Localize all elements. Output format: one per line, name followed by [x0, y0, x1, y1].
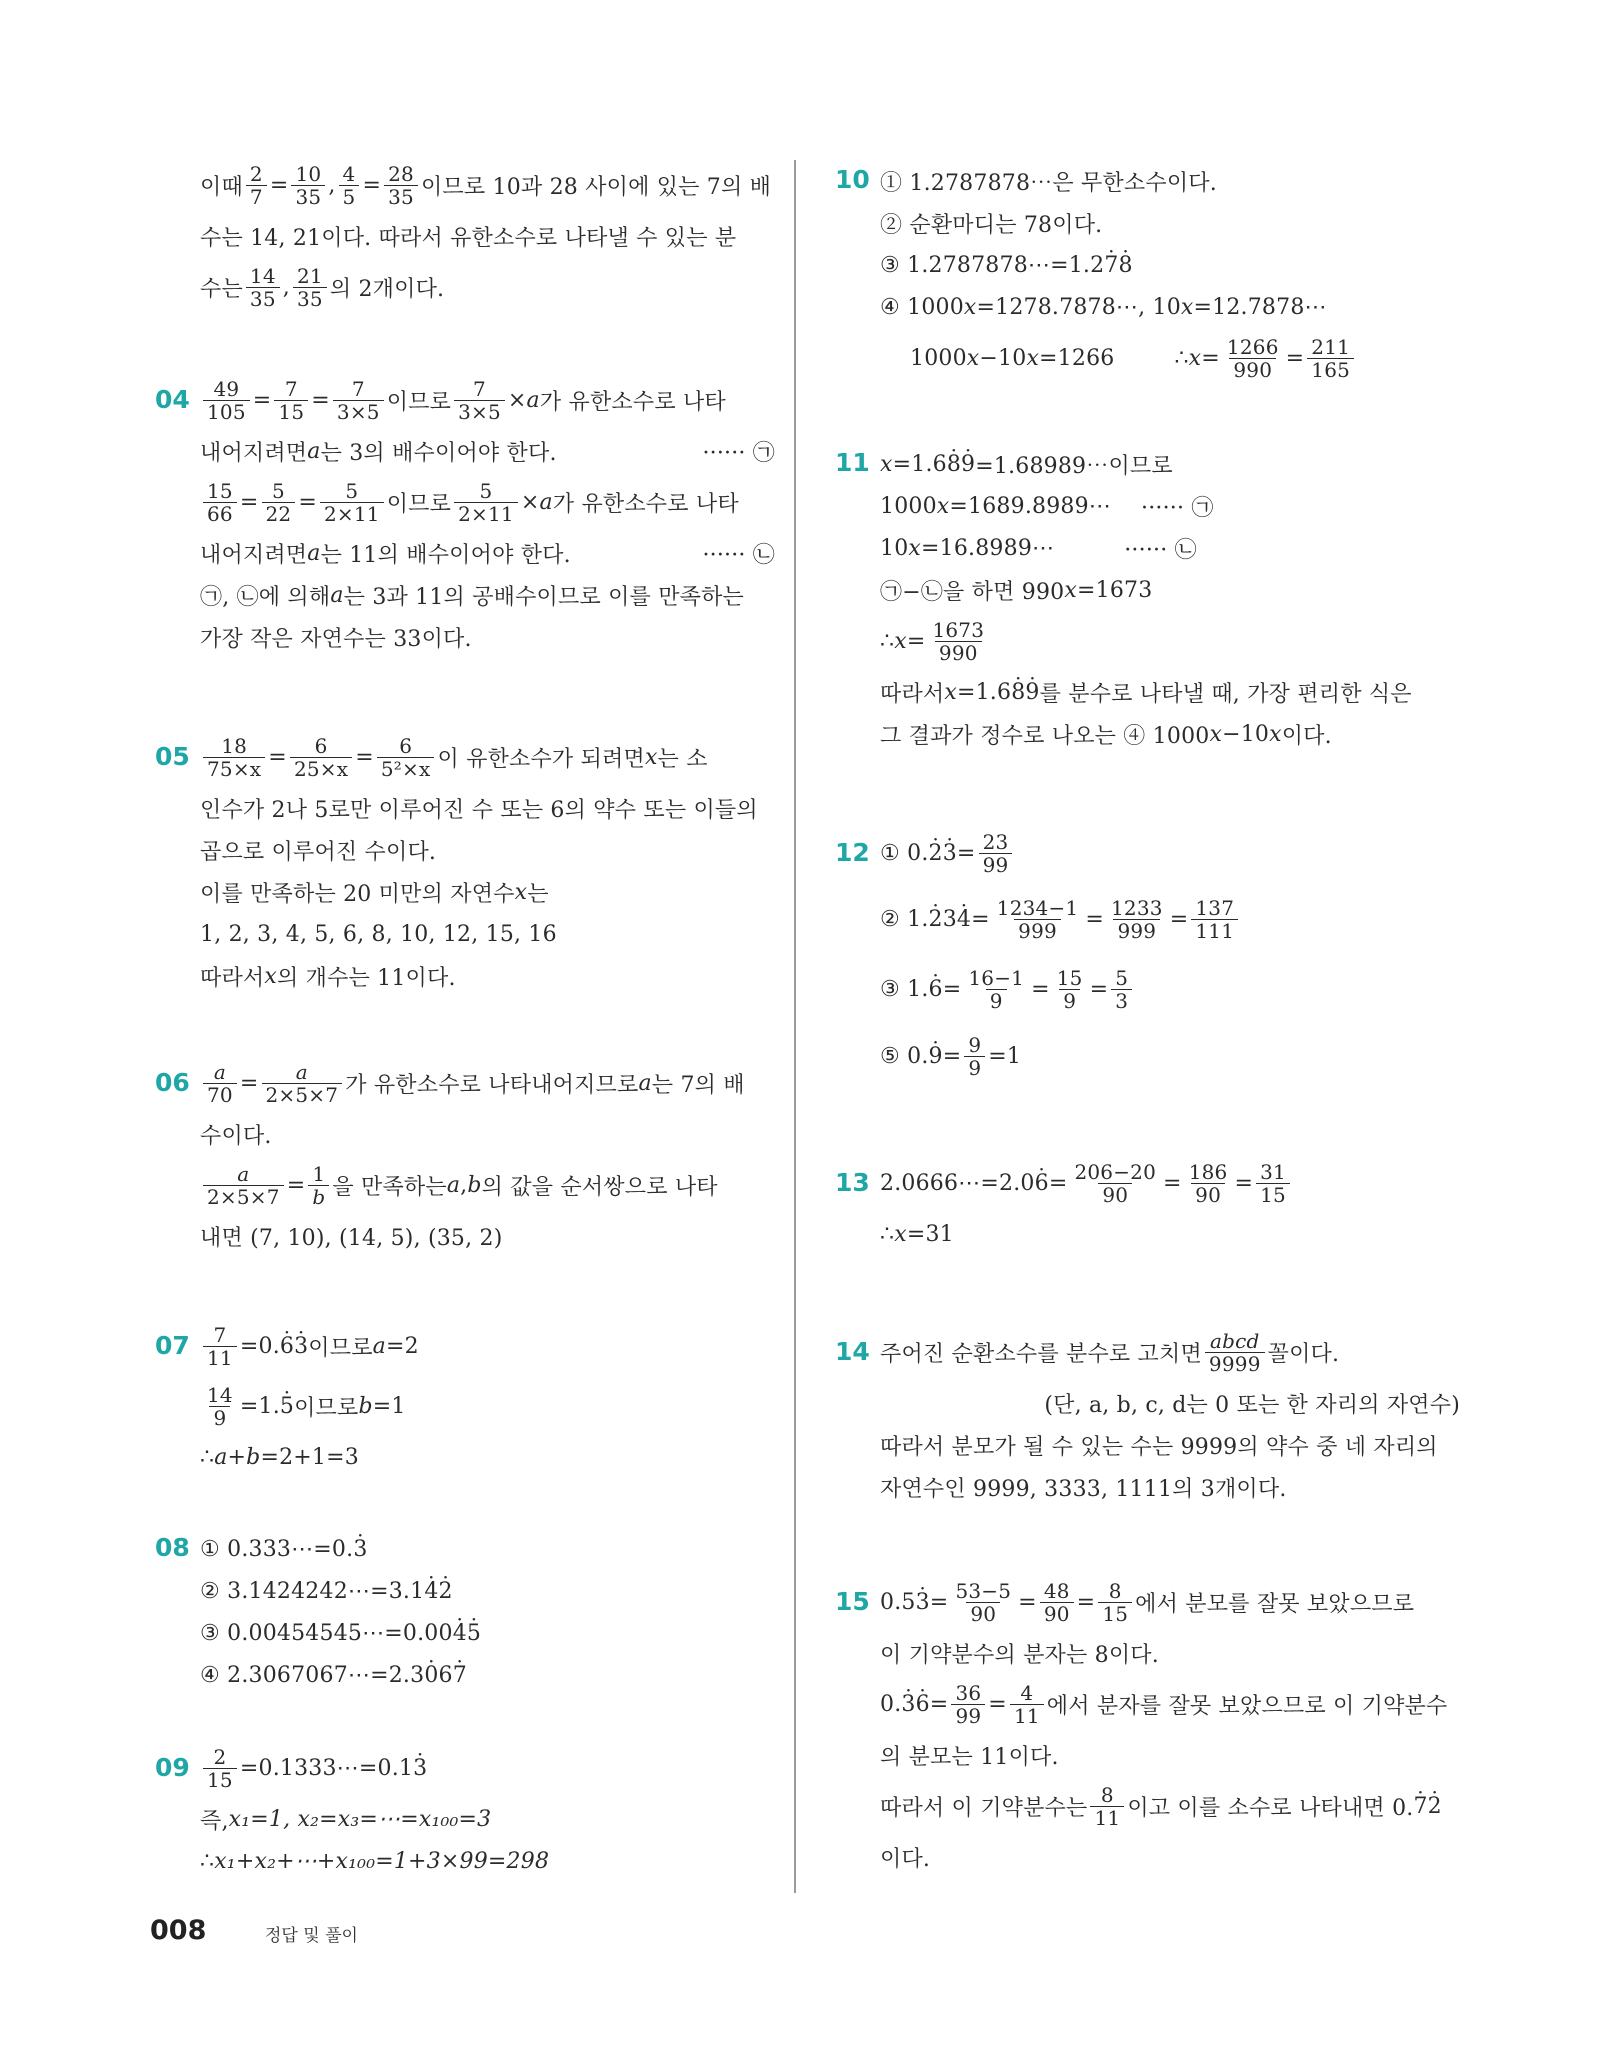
- solution-line: $\frac{7}{11}$ =0. · 6 · 3 이므로 a =2: [200, 1316, 775, 1376]
- solution-line: ∴ a + b =2+1=3: [200, 1444, 359, 1470]
- solution-line: ∴ x =31: [880, 1221, 954, 1247]
- fraction: $\frac{49}{105}$: [203, 378, 250, 423]
- solution-line: 인수가 2나 5로만 이루어진 수 또는 6의 약수 또는 이들의: [200, 797, 758, 823]
- solution-line: $\frac{2}{15}$ =0.1333⋯=0.1 · 3: [200, 1738, 775, 1798]
- solution-line: ③ 0.00454545⋯=0.00 · 4 · 5: [200, 1612, 775, 1654]
- solution-line: 내면 (7, 10), (14, 5), (35, 2): [200, 1225, 503, 1251]
- footer-label: 정답 및 풀이: [265, 1926, 358, 1946]
- fraction: $\frac{5}{2\times 11}$: [454, 480, 518, 525]
- solution-line: ④ 2.3067067⋯=2.3 · 0 6 · 7: [200, 1654, 775, 1696]
- problem-number: 11: [835, 448, 870, 477]
- fraction: $\frac{1}{b}$: [308, 1163, 329, 1208]
- fraction: $\frac{a}{70}$: [203, 1061, 237, 1106]
- fraction: $\frac{7}{3\times 5}$: [454, 378, 505, 423]
- fraction: $\frac{5}{22}$: [262, 480, 296, 525]
- solution-line: 따라서 분모가 될 수 있는 수는 9999의 약수 중 네 자리의: [880, 1434, 1438, 1460]
- problem-number: 05: [155, 742, 190, 771]
- equation-marker: ······ ㉠: [1141, 495, 1214, 521]
- solution-line: (단, a, b, c, d는 0 또는 한 자리의 자연수): [1044, 1392, 1460, 1418]
- solution-line: 1000 x =1689.8989⋯ ······ ㉠: [880, 485, 1460, 527]
- problem-number: 15: [835, 1587, 870, 1616]
- problem-13: [835, 1153, 1460, 1255]
- solution-line: 1, 2, 3, 4, 5, 6, 8, 10, 12, 15, 16: [200, 921, 557, 947]
- solution-line: 이다.: [880, 1846, 931, 1872]
- solution-line: 가장 작은 자연수는 33이다.: [200, 626, 472, 652]
- solution-line: 따라서 이 기약분수는 $\frac{8}{11}$ 이고 이를 소수로 나타내면 0. · 7 · 2: [880, 1776, 1460, 1836]
- solution-line: 수는 14, 21이다. 따라서 유한소수로 나타낼 수 있는 분: [200, 225, 737, 251]
- solution-line: ② 3.1424242⋯=3.1 · 4 · 2: [200, 1570, 775, 1612]
- solution-line: $\frac{15}{66}$ = $\frac{5}{22}$ = $\frac{5}{2\times 11}$ 이므로 $\frac{5}{2\times 11}$ × a 가 유한소수로 나타: [200, 472, 775, 532]
- solution-line: $\frac{18}{75\times x}$ = $\frac{6}{25\times x}$ = $\frac{6}{\text{5²×x}}$ 이 유한소수가 되려면 x 는 소: [200, 727, 775, 787]
- fraction: $\frac{48}{90}$: [1040, 1580, 1074, 1625]
- solution-line: $\frac{a}{70}$ = $\frac{a}{2\times 5\times 7}$ 가 유한소수로 나타내어지므로 a 는 7의 배: [200, 1053, 775, 1113]
- equation-marker: ······ ㉠: [702, 440, 775, 466]
- solution-line: ② 1. · 2 3 · 4 = $\frac{1234-1}{999}$ = $\frac{1233}{999}$ = $\frac{137}{111}$: [880, 883, 1460, 955]
- fraction: $\frac{18}{75\times x}$: [203, 735, 265, 780]
- problem-11: [835, 443, 1460, 755]
- fraction: $\frac{8}{11}$: [1090, 1784, 1124, 1829]
- fraction: $\frac{14}{35}$: [246, 265, 280, 310]
- fraction: $\frac{9}{9}$: [964, 1034, 985, 1079]
- problem-number: 07: [155, 1331, 190, 1360]
- solution-line: ㉠, ㉡에 의해 a 는 3과 11의 공배수이므로 이를 만족하는: [200, 582, 745, 610]
- problem-number: 09: [155, 1753, 190, 1782]
- solution-line: ∴ x₁+x₂+⋯+x₁₀₀=1+3×99=298: [200, 1848, 550, 1874]
- fraction: $\frac{1234-1}{999}$: [996, 895, 1079, 943]
- column-divider: [794, 160, 796, 1893]
- problem-15: [835, 1572, 1460, 1878]
- problem-06: [155, 1053, 775, 1257]
- fraction: $\frac{211}{165}$: [1307, 336, 1354, 381]
- problem-08: [155, 1528, 775, 1696]
- fraction: $\frac{53-5}{90}$: [955, 1578, 1012, 1626]
- fraction: $\frac{7}{11}$: [203, 1324, 237, 1369]
- solution-line: $\frac{a}{2\times 5\times 7}$ = $\frac{1}{b}$ 을 만족하는 a , b 의 값을 순서쌍으로 나타: [200, 1155, 775, 1215]
- solution-line: ① 1.2787878⋯은 무한소수이다.: [880, 170, 1217, 196]
- fraction: $\frac{10}{35}$: [291, 163, 325, 208]
- fraction: $\frac{6}{\text{5²×x}}$: [377, 735, 435, 780]
- problem-12: [835, 823, 1460, 1089]
- fraction: $\frac{15}{9}$: [1056, 965, 1083, 1013]
- fraction: $\frac{8}{15}$: [1098, 1580, 1132, 1625]
- solution-line: 이 기약분수의 분자는 8이다.: [880, 1642, 1159, 1668]
- equation-marker: ······ ㉡: [702, 542, 775, 568]
- fraction: $\frac{6}{25\times x}$: [290, 735, 352, 780]
- problem-09: [155, 1738, 775, 1882]
- fraction: $\frac{36}{99}$: [951, 1682, 985, 1727]
- fraction: $\frac{186}{90}$: [1188, 1159, 1228, 1207]
- fraction: $\frac{2}{15}$: [203, 1746, 237, 1791]
- fraction: $\frac{5}{3}$: [1111, 967, 1132, 1012]
- fraction: $\frac{28}{35}$: [384, 163, 418, 208]
- fraction: $\frac{1233}{999}$: [1111, 895, 1163, 943]
- solution-line: 10 x =16.8989⋯ ······ ㉡: [880, 527, 1460, 569]
- solution-line: ④ 1000 x =1278.7878⋯, 10 x =12.7878⋯: [880, 294, 1327, 320]
- problem-number: 06: [155, 1068, 190, 1097]
- fraction: $\frac{a}{2\times 5\times 7}$: [262, 1061, 343, 1106]
- solution-line: 0. · 3 · 6 = $\frac{36}{99}$ = $\frac{4}{11}$ 에서 분자를 잘못 보았으므로 이 기약분수: [880, 1674, 1460, 1734]
- solution-line: 따라서 x =1.6 · 8 · 9 를 분수로 나타낼 때, 가장 편리한 식은: [880, 671, 1460, 713]
- solution-line: $\frac{14}{9}$ =1. · 5 이므로 b =1: [200, 1376, 775, 1436]
- fraction: $\frac{1266}{990}$: [1226, 334, 1279, 382]
- solution-line: ① 0. · 2 · 3 = $\frac{23}{99}$: [880, 823, 1460, 883]
- fraction: $\frac{\text{abcd}}{9999}$: [1205, 1330, 1265, 1375]
- solution-line: 자연수인 9999, 3333, 1111의 3개이다.: [880, 1476, 1287, 1502]
- fraction: $\frac{5}{2\times 11}$: [320, 480, 384, 525]
- solution-line: ③ 1. · 6 = $\frac{16-1}{9}$ = $\frac{15}{9}$ = $\frac{5}{3}$: [880, 955, 1460, 1023]
- page-number: 008: [150, 1915, 207, 1946]
- problem-number: 08: [155, 1533, 190, 1562]
- problem-10: [835, 160, 1460, 388]
- solution-line: 수는 $\frac{14}{35}$ , $\frac{21}{35}$ 의 2개이다.: [200, 263, 445, 311]
- solution-line: 2.0666⋯=2.0 · 6 = $\frac{206-20}{90}$ = $\frac{186}{90}$ = $\frac{31}{15}$: [880, 1153, 1460, 1213]
- fraction: $\frac{15}{66}$: [203, 480, 237, 525]
- solution-line: 주어진 순환소수를 분수로 고치면 $\frac{\text{abcd}}{9999}$ 꼴이다.: [880, 1328, 1340, 1376]
- fraction: $\frac{16-1}{9}$: [968, 965, 1025, 1013]
- problem-04: [155, 370, 775, 658]
- fraction: $\frac{1673}{990}$: [932, 617, 985, 665]
- solution-line: 0.5 · 3 = $\frac{53-5}{90}$ = $\frac{48}{90}$ = $\frac{8}{15}$ 에서 분모를 잘못 보았으므로: [880, 1572, 1460, 1632]
- fraction: $\frac{21}{35}$: [293, 265, 327, 310]
- solution-line: 내어지려면 a 는 3의 배수이어야 한다. ······ ㉠: [200, 430, 775, 472]
- problem-number: 12: [835, 838, 870, 867]
- solution-line: 곱으로 이루어진 수이다.: [200, 839, 437, 865]
- fraction: $\frac{23}{99}$: [979, 831, 1013, 876]
- fraction: $\frac{4}{11}$: [1010, 1682, 1044, 1727]
- solution-line: 1000 x −10 x =1266 ∴ x = $\frac{1266}{990}$ = $\frac{211}{165}$: [880, 328, 1460, 388]
- fraction: $\frac{7}{3\times 5}$: [333, 378, 384, 423]
- solution-line: 즉, x₁=1, x₂=x₃=⋯=x₁₀₀=3: [200, 1806, 492, 1834]
- fraction: $\frac{2}{7}$: [246, 163, 267, 208]
- solution-line: 이때 $\frac{2}{7}$ = $\frac{10}{35}$ , $\frac{4}{5}$ = $\frac{28}{35}$ 이므로 10과 28 사이에 있는 7의 배: [200, 161, 772, 209]
- solution-line: 이를 만족하는 20 미만의 자연수 x 는: [200, 879, 549, 907]
- fraction: $\frac{a}{2\times 5\times 7}$: [203, 1163, 284, 1208]
- solution-line: 따라서 x 의 개수는 11이다.: [200, 963, 456, 991]
- problem-number: 13: [835, 1168, 870, 1197]
- fraction: $\frac{14}{9}$: [207, 1382, 233, 1430]
- solution-line: 의 분모는 11이다.: [880, 1744, 1059, 1770]
- fraction: $\frac{137}{111}$: [1191, 897, 1238, 942]
- solution-line: ㉠−㉡을 하면 990 x =1673: [880, 577, 1153, 605]
- solution-line: x =1.6 · 8 · 9 =1.68989⋯이므로: [880, 443, 1460, 485]
- solution-line: $\frac{49}{105}$ = $\frac{7}{15}$ = $\frac{7}{3\times 5}$ 이므로 $\frac{7}{3\times 5}$ × a 가 유한소수로 나타: [200, 370, 775, 430]
- solution-line: ③ 1.2787878⋯=1.2 · 7 · 8: [880, 244, 1460, 286]
- solution-line: ∴ x = $\frac{1673}{990}$: [880, 611, 1460, 671]
- solution-line: ① 0.333⋯=0. · 3: [200, 1528, 775, 1570]
- problem-number: 14: [835, 1337, 870, 1366]
- solution-line: 수이다.: [200, 1123, 272, 1149]
- solution-line: 그 결과가 정수로 나오는 ④ 1000 x −10 x 이다.: [880, 721, 1332, 749]
- solution-line: ② 순환마디는 78이다.: [880, 212, 1103, 238]
- problem-03-continued: [155, 155, 775, 317]
- problem-14: [835, 1322, 1460, 1508]
- problem-07: [155, 1316, 775, 1478]
- problem-05: [155, 727, 775, 997]
- solution-line: ⑤ 0. · 9 = $\frac{9}{9}$ =1: [880, 1023, 1460, 1089]
- fraction: $\frac{7}{15}$: [274, 378, 308, 423]
- problem-number: 04: [155, 385, 190, 414]
- solution-line: 내어지려면 a 는 11의 배수이어야 한다. ······ ㉡: [200, 532, 775, 574]
- problem-number: 10: [835, 165, 870, 194]
- fraction: $\frac{4}{5}$: [339, 163, 360, 208]
- fraction: $\frac{31}{15}$: [1256, 1161, 1290, 1206]
- fraction: $\frac{206-20}{90}$: [1074, 1159, 1157, 1207]
- equation-marker: ······ ㉡: [1124, 537, 1197, 563]
